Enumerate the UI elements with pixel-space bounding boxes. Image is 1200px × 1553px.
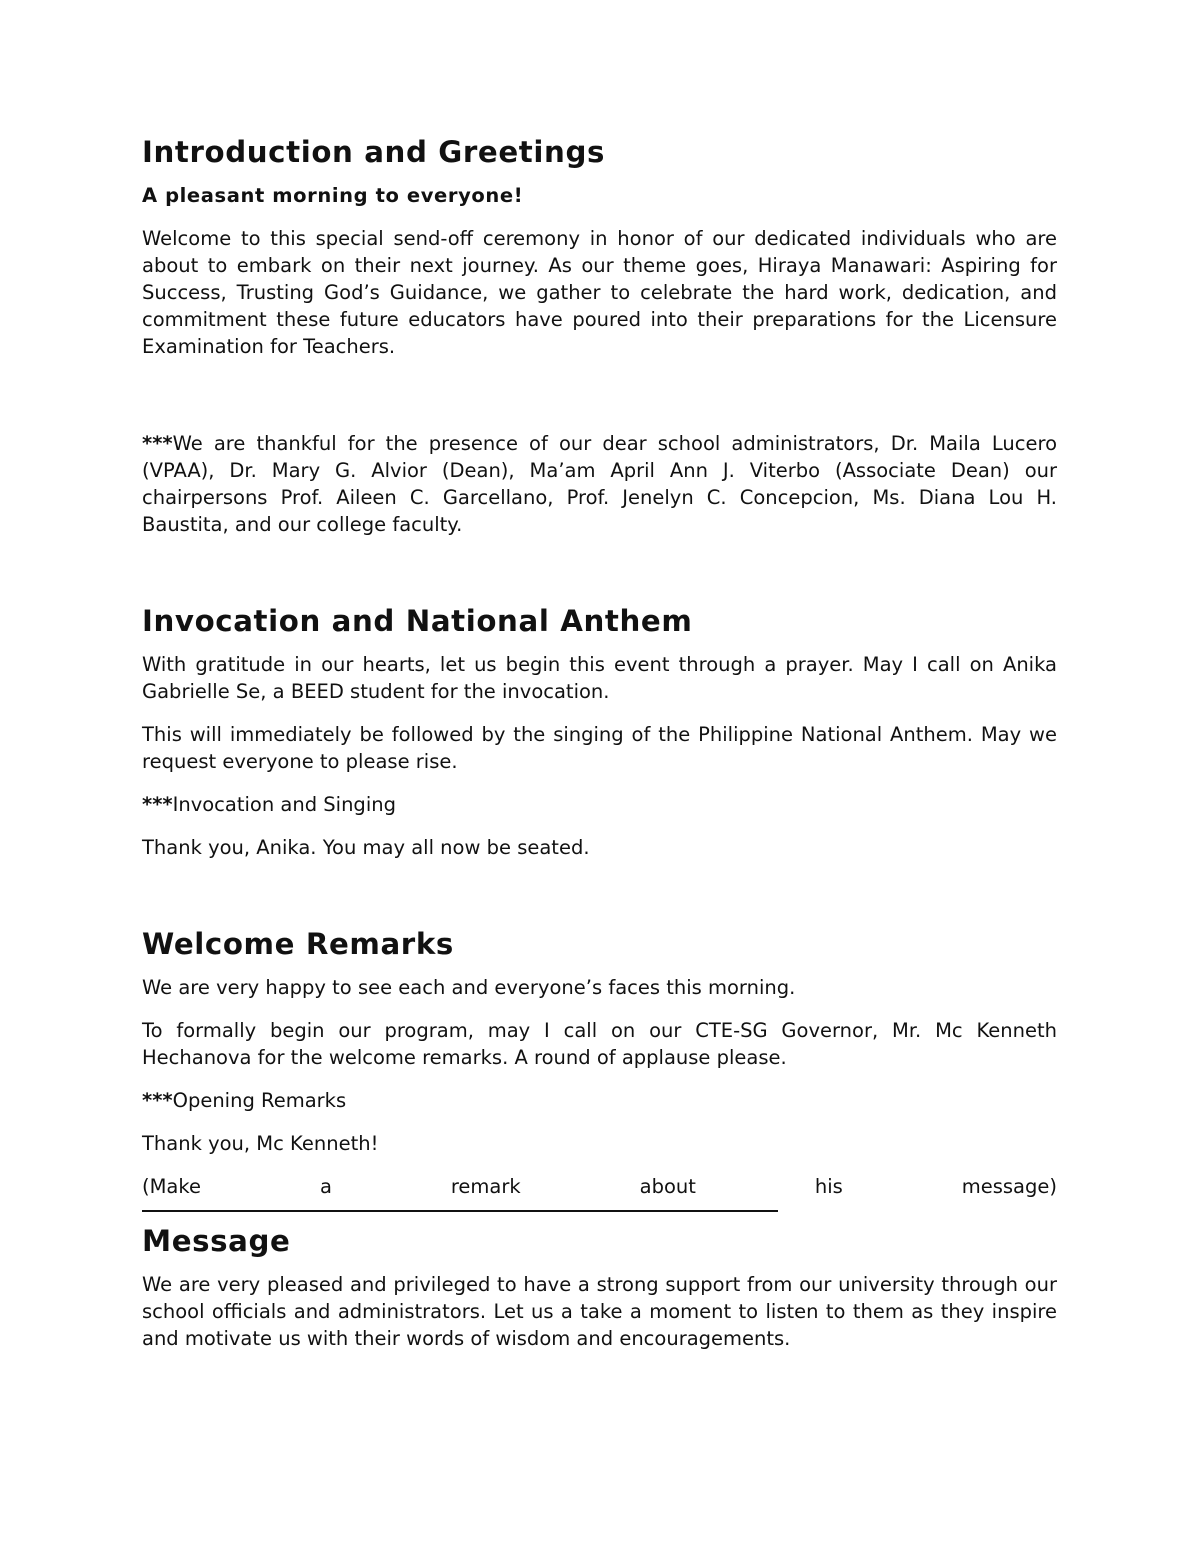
remark-placeholder-line xyxy=(142,1173,1057,1200)
remark-word: his xyxy=(814,1175,843,1198)
cue-text: Invocation and Singing xyxy=(172,793,396,816)
thanks-text: We are thankful for the presence of our dear school administrators, Dr. Maila Lucero (VPAA), Dr. Mary G. Alvior (Dean), Ma’am April Ann J. Viterbo (Associate Dean) our chairpersons Prof. Aileen C. Garcellano, Prof. Jenelyn C. Concepcion, Ms. Diana Lou H. Baustita, and our college faculty. xyxy=(142,432,1057,536)
remark-word: (Make xyxy=(142,1175,201,1198)
blank-underline xyxy=(142,1210,778,1212)
cue-marker: *** xyxy=(142,793,173,816)
cue-text: Opening Remarks xyxy=(172,1089,347,1112)
remark-word: remark xyxy=(450,1175,521,1198)
document-page xyxy=(142,135,1057,1352)
governor-thanks: Thank you, Mc Kenneth! xyxy=(142,1132,379,1155)
section-heading-introduction: Introduction and Greetings xyxy=(142,135,605,169)
invocation-cue xyxy=(142,791,1057,818)
welcome-paragraph: Welcome to this special send-off ceremony in honor of our dedicated individuals who are about to embark on their next journey. As our theme goes, Hiraya Manawari: Aspiring for Success, Trusting God’s Guidance, we gather to celebrate the hard work, dedication, and commitment these future educators have poured into their preparations for the Licensure Examination for Teachers. xyxy=(142,227,1057,358)
greeting-line: A pleasant morning to everyone! xyxy=(142,184,524,207)
invocation-thanks: Thank you, Anika. You may all now be seated. xyxy=(142,836,590,859)
remark-word: a xyxy=(319,1175,332,1198)
remark-word: about xyxy=(639,1175,696,1198)
thanks-paragraph xyxy=(142,430,1057,538)
opening-remarks-cue xyxy=(142,1087,1057,1114)
invocation-paragraph: With gratitude in our hearts, let us begin this event through a prayer. May I call on Anika Gabrielle Se, a BEED student for the invocation. xyxy=(142,653,1057,703)
cue-marker: *** xyxy=(142,432,173,455)
cue-marker: *** xyxy=(142,1089,173,1112)
welcome-remarks-paragraph: We are very happy to see each and everyone’s faces this morning. xyxy=(142,976,796,999)
message-paragraph: We are very pleased and privileged to have a strong support from our university through our school officials and administrators. Let us a take a moment to listen to them as they inspire and motivate us with their words of wisdom and encouragements. xyxy=(142,1273,1057,1350)
anthem-paragraph: This will immediately be followed by the singing of the Philippine National Anthem. May we request everyone to please rise. xyxy=(142,723,1057,773)
governor-call-paragraph: To formally begin our program, may I call on our CTE-SG Governor, Mr. Mc Kenneth Hechanova for the welcome remarks. A round of applause please. xyxy=(142,1019,1057,1069)
section-heading-welcome-remarks: Welcome Remarks xyxy=(142,927,454,961)
section-heading-message: Message xyxy=(142,1224,291,1258)
section-heading-invocation: Invocation and National Anthem xyxy=(142,604,693,638)
remark-word: message) xyxy=(961,1175,1057,1198)
